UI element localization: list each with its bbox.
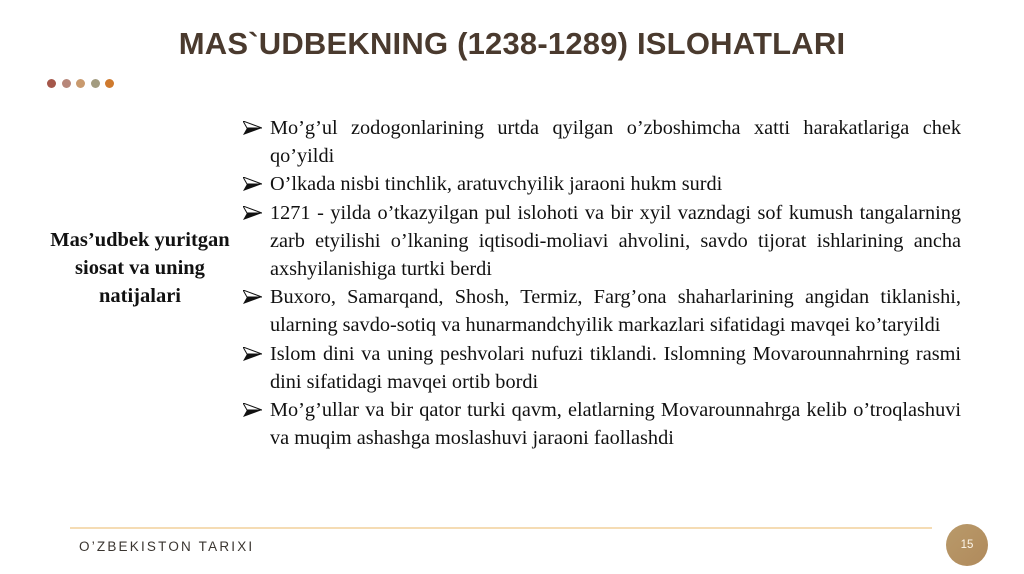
decor-dot-icon <box>105 79 114 88</box>
page-number: 15 <box>960 539 974 551</box>
bullet-item <box>242 283 961 339</box>
bullet-text: Islom dini va uning peshvolari nufuzi tiklandi. Islomning Movarounnahrning rasmi dini sifatidagi mavqei ortib bordi <box>270 342 961 393</box>
arrowhead-bullet-icon <box>242 396 264 424</box>
bullet-list <box>242 114 961 452</box>
bullet-text: 1271 - yilda o’tkazyilgan pul islohoti va bir xyil vazndagi sof kumush tangalarning zarb etyilishi o’lkaning iqtisodi-moliavi ahvolini, savdo tijorat ishlarining ancha axshyilanishiga turtki berdi <box>270 201 961 281</box>
bullet-text: Buxoro, Samarqand, Shosh, Termiz, Farg’ona shaharlarining angidan tiklanishi, ularning savdo-sotiq va hunarmandchyilik markazlari sifatidagi mavqei ko’taryildi <box>270 286 961 337</box>
arrowhead-bullet-icon <box>242 283 264 311</box>
arrowhead-bullet-icon <box>242 340 264 368</box>
decor-dot-icon <box>91 79 100 88</box>
footer-title: O’ZBEKISTON TARIXI <box>79 539 255 554</box>
decor-dot-icon <box>62 79 71 88</box>
arrowhead-bullet-icon <box>242 114 264 142</box>
decorative-dots <box>47 79 114 88</box>
slide-title: MAS`UDBEKNING (1238-1289) ISLOHATLARI <box>178 26 846 61</box>
decor-dot-icon <box>76 79 85 88</box>
decor-dot-icon <box>47 79 56 88</box>
bullet-item <box>242 170 961 198</box>
bullet-text: O’lkada nisbi tinchlik, aratuvchyilik jaraoni hukm surdi <box>270 173 723 196</box>
bullet-item <box>242 114 961 170</box>
side-label: Mas’udbek yuritgan siosat va uning natijalari <box>50 229 230 307</box>
bullet-text: Mo’g’ullar va bir qator turki qavm, elatlarning Movarounnahrga kelib o’troqlashuvi va muqim ashashga moslashuvi jaraoni faollashdi <box>270 399 961 450</box>
bullet-item <box>242 199 961 284</box>
page-number-badge <box>946 524 988 566</box>
bullet-item <box>242 340 961 396</box>
bullet-item <box>242 396 961 452</box>
arrowhead-bullet-icon <box>242 199 264 227</box>
footer-divider <box>70 527 932 529</box>
arrowhead-bullet-icon <box>242 170 264 198</box>
bullet-text: Mo’g’ul zodogonlarining urtda qyilgan o’zboshimcha xatti harakatlariga chek qo’yildi <box>270 117 961 168</box>
